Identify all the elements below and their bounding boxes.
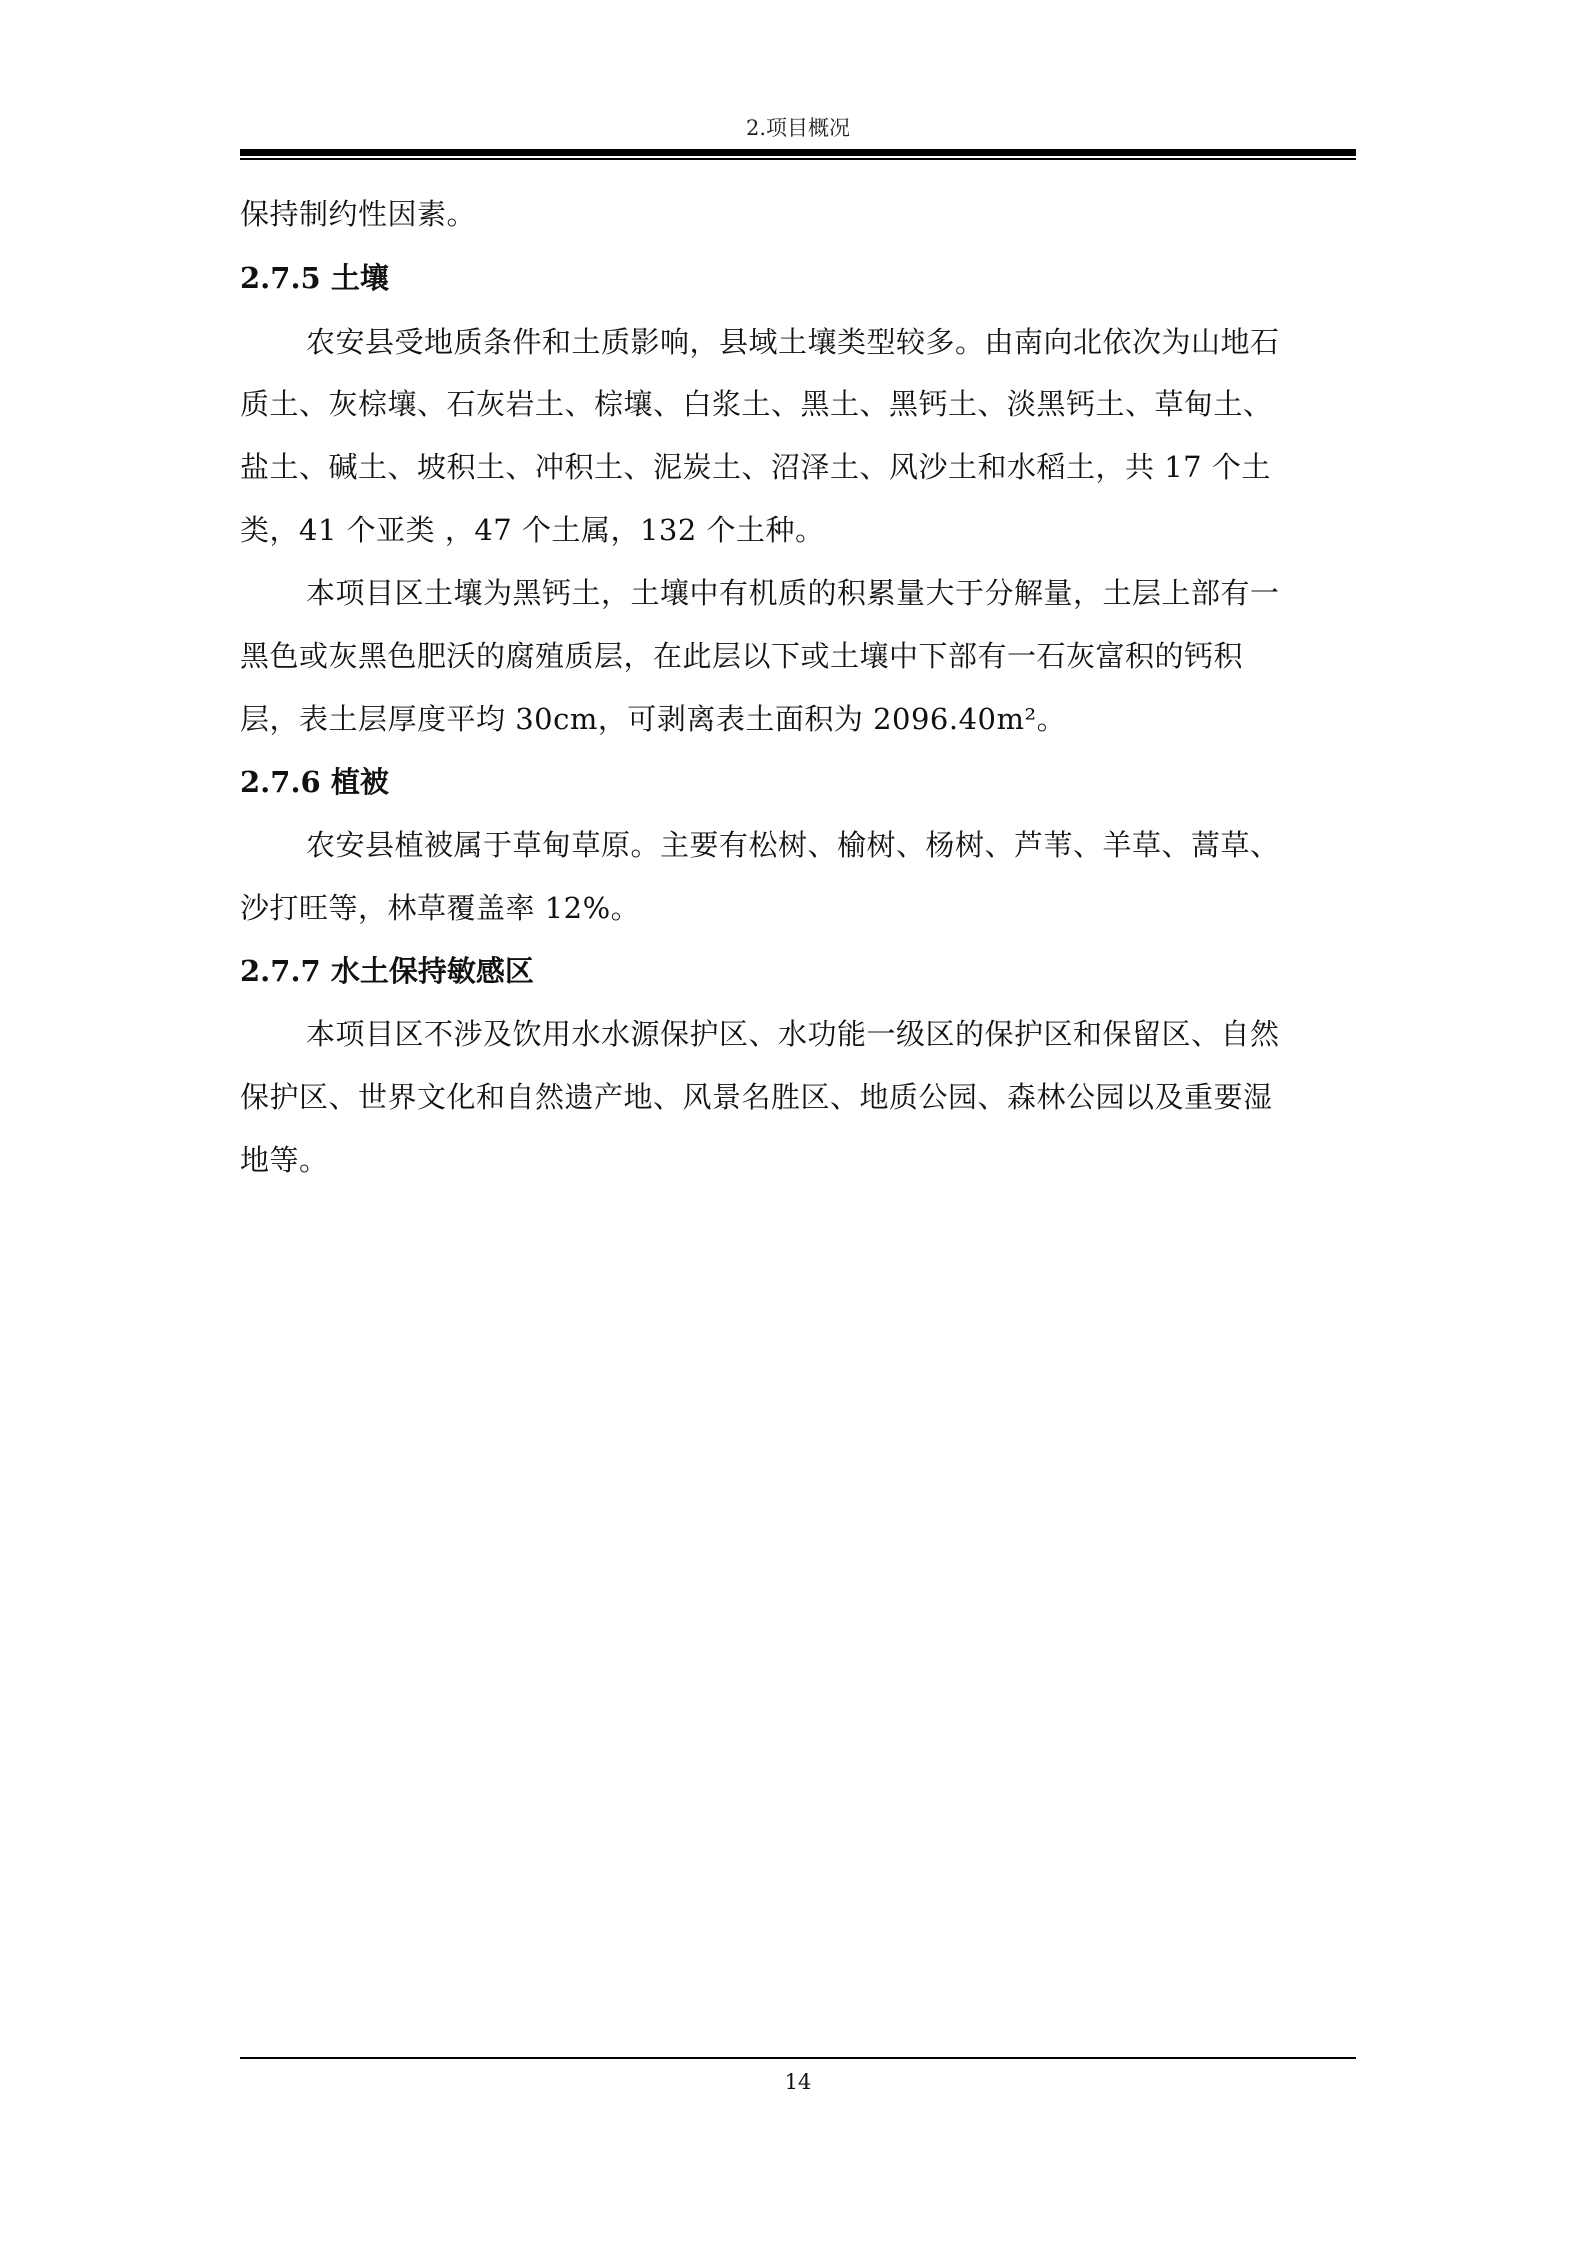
body-line: 保护区、世界文化和自然遗产地、风景名胜区、地质公园、森林公园以及重要湿: [240, 1080, 1273, 1114]
body-line: 农安县植被属于草甸草原。主要有松树、榆树、杨树、芦苇、羊草、蒿草、: [306, 828, 1280, 862]
header-rule: [240, 149, 1356, 156]
body-line: 保持制约性因素。: [240, 197, 477, 231]
body-line: 地等。: [240, 1143, 329, 1177]
body-line: 质土、灰棕壤、石灰岩土、棕壤、白浆土、黑土、黑钙土、淡黑钙土、草甸土、: [240, 387, 1273, 421]
section-heading-sensitive-area: 2.7.7 水土保持敏感区: [240, 954, 534, 988]
footer-rule: [240, 2057, 1356, 2059]
body-line: 农安县受地质条件和土质影响，县域土壤类型较多。由南向北依次为山地石: [306, 325, 1280, 359]
section-heading-vegetation: 2.7.6 植被: [240, 765, 389, 799]
section-heading-soil: 2.7.5 土壤: [240, 261, 389, 295]
running-header: 2.项目概况: [745, 116, 851, 140]
page-number: 14: [784, 2070, 812, 2094]
body-line: 本项目区土壤为黑钙土，土壤中有机质的积累量大于分解量，土层上部有一: [306, 576, 1280, 610]
body-line: 类，41 个亚类 ，47 个土属，132 个土种。: [240, 513, 825, 547]
body-line: 层，表土层厚度平均 30cm，可剥离表土面积为 2096.40m²。: [240, 702, 1067, 736]
body-line: 沙打旺等，林草覆盖率 12%。: [240, 891, 641, 925]
header-rule-thin: [240, 158, 1356, 160]
body-line: 本项目区不涉及饮用水水源保护区、水功能一级区的保护区和保留区、自然: [306, 1017, 1280, 1051]
body-line: 盐土、碱土、坡积土、冲积土、泥炭土、沼泽土、风沙土和水稻土，共 17 个土: [240, 450, 1271, 484]
body-line: 黑色或灰黑色肥沃的腐殖质层，在此层以下或土壤中下部有一石灰富积的钙积: [240, 639, 1244, 673]
